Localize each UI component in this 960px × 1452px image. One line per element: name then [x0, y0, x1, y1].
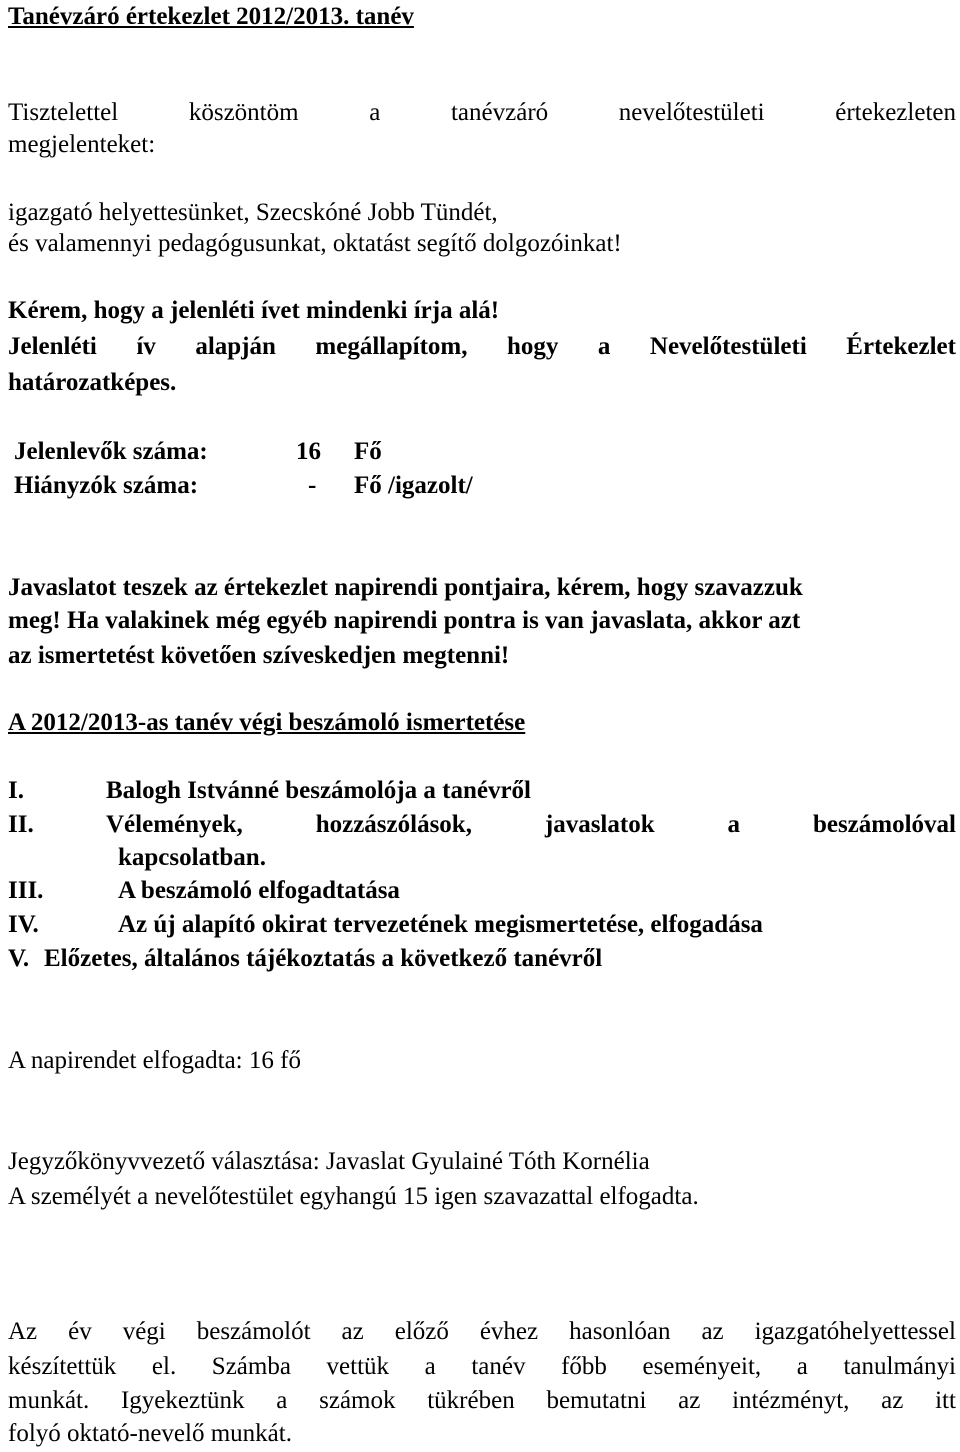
word: Jelenléti	[8, 333, 97, 360]
absent-label: Hiányzók száma:	[14, 472, 199, 499]
agenda-heading: A 2012/2013-as tanév végi beszámoló ismertetése	[8, 709, 526, 736]
word: megállapítom,	[315, 333, 468, 360]
report-line-1	[8, 1317, 956, 1347]
agenda-item-text: Az új alapító okirat tervezetének megismertetése, elfogadása	[118, 911, 763, 938]
addressees-line-2: és valamennyi pedagógusunkat, oktatást segítő dolgozóinkat!	[8, 230, 622, 257]
word: az	[881, 1387, 904, 1414]
agenda-proposal-line-2: meg! Ha valakinek még egyéb napirendi pontra is van javaslata, akkor azt	[8, 607, 801, 634]
absent-value: -	[308, 472, 317, 499]
addressees-line-1: igazgató helyettesünket, Szecskóné Jobb Tündét,	[8, 199, 498, 226]
attendance-intro-line-2	[8, 332, 956, 362]
word: munkát.	[8, 1387, 90, 1414]
word: itt	[935, 1387, 956, 1414]
word: a	[796, 1353, 808, 1380]
agenda-proposal-line-1: Javaslatot teszek az értekezlet napirendi pontjaira, kérem, hogy szavazzuk	[8, 574, 803, 601]
present-count-row	[14, 437, 614, 467]
attendance-intro-line-1: Kérem, hogy a jelenléti ívet mindenki írja alá!	[8, 297, 500, 324]
minutes-line-2: A személyét a nevelőtestület egyhangú 15 igen szavazattal elfogadta.	[8, 1183, 699, 1210]
minutes-line-1: Jegyzőkönyvvezető választása: Javaslat Gyulainé Tóth Kornélia	[8, 1148, 650, 1175]
word: el.	[151, 1353, 177, 1380]
report-line-3	[8, 1386, 956, 1416]
greeting-line-1	[8, 98, 956, 128]
present-unit: Fő	[354, 438, 382, 465]
agenda-item-number: IV.	[8, 911, 39, 938]
agenda-item-continuation: kapcsolatban.	[118, 844, 266, 871]
agenda-item-text: A beszámoló elfogadtatása	[118, 877, 400, 904]
word: végi	[122, 1318, 166, 1345]
word: tanév	[471, 1353, 526, 1380]
word: az	[701, 1318, 724, 1345]
report-line-4: folyó oktató-nevelő munkát.	[8, 1420, 292, 1447]
present-value: 16	[296, 438, 321, 465]
word: készítettük	[8, 1353, 117, 1380]
agenda-item-number: I.	[8, 777, 24, 804]
word: a	[727, 811, 741, 838]
word: az	[678, 1387, 701, 1414]
greeting-line-2: megjelenteket:	[8, 131, 156, 158]
word: igazgatóhelyettessel	[754, 1318, 956, 1345]
word: tükrében	[427, 1387, 515, 1414]
word: Nevelőtestületi	[649, 333, 807, 360]
absent-unit: Fő /igazolt/	[354, 472, 473, 499]
document-title: Tanévzáró értekezlet 2012/2013. tanév	[8, 3, 414, 30]
word: hasonlóan	[569, 1318, 671, 1345]
word: az	[341, 1318, 364, 1345]
word: Igyekeztünk	[120, 1387, 245, 1414]
agenda-item-number: V.	[8, 945, 30, 972]
agenda-item-number: II.	[8, 811, 34, 838]
word: beszámolóval	[812, 811, 956, 838]
word: a	[597, 333, 611, 360]
present-label: Jelenlevők száma:	[14, 438, 208, 465]
word: a	[276, 1387, 288, 1414]
agenda-accepted: A napirendet elfogadta: 16 fő	[8, 1047, 301, 1074]
word: alapján	[195, 333, 276, 360]
word: intézményt,	[732, 1387, 850, 1414]
agenda-proposal-line-3: az ismertetést követően szíveskedjen megtenni!	[8, 642, 510, 669]
word: főbb	[561, 1353, 607, 1380]
word: javaslatok	[544, 811, 655, 838]
word: bemutatni	[546, 1387, 647, 1414]
report-line-2	[8, 1352, 956, 1382]
word: hogy	[506, 333, 559, 360]
word: köszöntöm	[188, 99, 299, 126]
agenda-item-number: III.	[8, 877, 44, 904]
word: vettük	[326, 1353, 390, 1380]
agenda-item-text: Előzetes, általános tájékoztatás a következő tanévről	[44, 945, 603, 972]
word: Tisztelettel	[8, 99, 119, 126]
word: év	[68, 1318, 92, 1345]
word: Értekezlet	[846, 333, 956, 360]
word: nevelőtestületi	[618, 99, 765, 126]
word: tanévzáró	[450, 99, 549, 126]
word: számok	[319, 1387, 396, 1414]
word: ív	[136, 333, 156, 360]
word: eseményeit,	[642, 1353, 762, 1380]
agenda-item-text: Balogh Istvánné beszámolója a tanévről	[106, 777, 531, 804]
absent-count-row	[14, 471, 614, 501]
attendance-intro-line-3: határozatképes.	[8, 369, 177, 396]
word: évhez	[479, 1318, 539, 1345]
word: beszámolót	[196, 1318, 311, 1345]
word: tanulmányi	[843, 1353, 956, 1380]
word: Számba	[211, 1353, 291, 1380]
word: hozzászólások,	[315, 811, 472, 838]
word: Az	[8, 1318, 38, 1345]
word: előző	[394, 1318, 449, 1345]
word: a	[369, 99, 381, 126]
agenda-item-text	[106, 810, 956, 840]
word: a	[424, 1353, 436, 1380]
word: Vélemények,	[106, 811, 243, 838]
word: értekezleten	[835, 99, 956, 126]
